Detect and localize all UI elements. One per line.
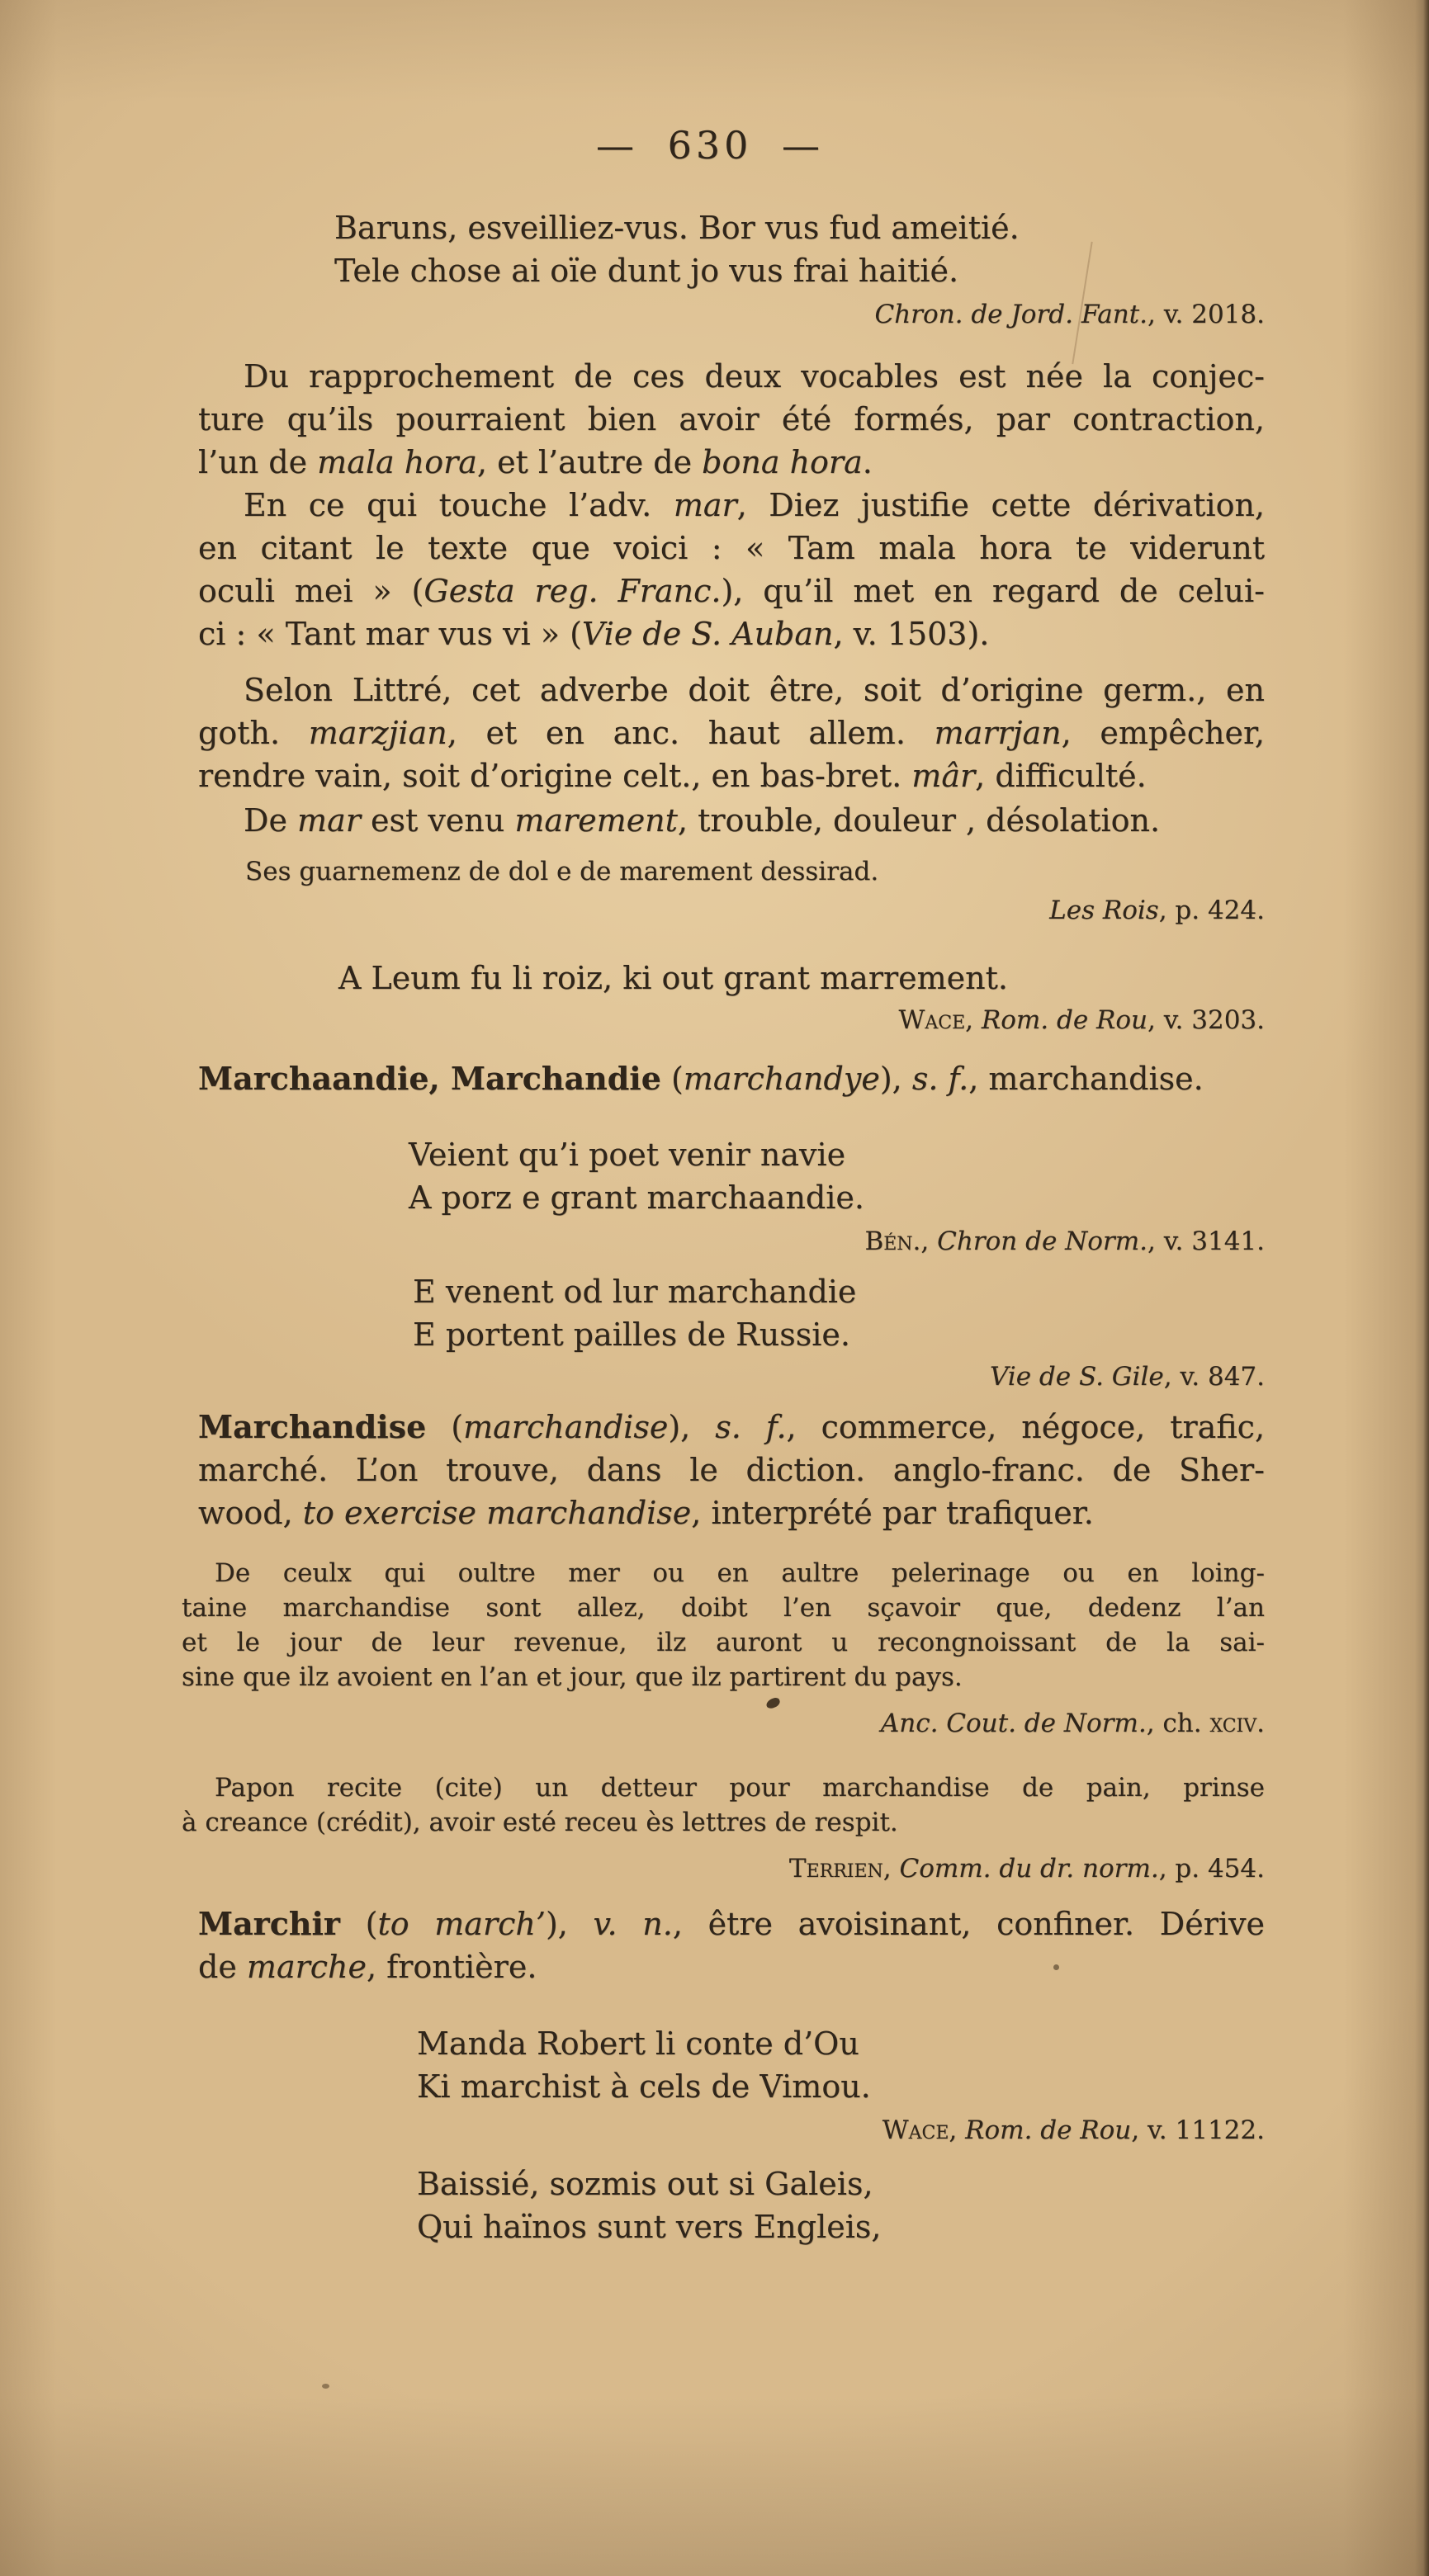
- verse-quote-venent: [413, 1270, 1265, 1356]
- verse-line: Baruns, esveilliez-vus. Bor vus fud ameitié.: [334, 210, 1020, 246]
- paragraph-line: De mar est venu marement, trouble, douleur , désolation.: [244, 802, 1161, 839]
- entry-line: de marche, frontière.: [198, 1949, 537, 1985]
- citation: Terrien, Comm. du dr. norm., p. 454.: [788, 1854, 1265, 1884]
- verse-quote-guarnemenz: [245, 854, 1265, 889]
- verse-line: E portent pailles de Russie.: [413, 1316, 850, 1353]
- verse-line: Qui haïnos sunt vers Engleis,: [417, 2209, 882, 2245]
- entry-line: marché. L’on trouve, dans le diction. anglo-franc. de Sher-: [198, 1452, 1265, 1488]
- paragraph-line: Papon recite (cite) un detteur pour marchandise de pain, prinse: [215, 1773, 1265, 1803]
- verse-line: Manda Robert li conte d’Ou: [417, 2025, 859, 2062]
- paragraph-line: Selon Littré, cet adverbe doit être, soit d’origine germ., en: [244, 672, 1265, 708]
- verse-line: Ses guarnemenz de dol e de marement dessirad.: [245, 857, 879, 886]
- paragraph-marement: [198, 799, 1265, 842]
- verse-line: A porz e grant marchaandie.: [409, 1179, 864, 1216]
- paragraph-line: goth. marzjian, et en anc. haut allem. marrjan, empêcher,: [198, 715, 1266, 751]
- citation: Chron. de Jord. Fant., v. 2018.: [874, 300, 1265, 329]
- entry-line: Marchir (to march’), v. n., être avoisinant, confiner. Dérive: [198, 1905, 1266, 1942]
- verse-quote-veient: [409, 1133, 1265, 1219]
- page-number: — 630 —: [595, 123, 825, 168]
- stray-dot: [1053, 1964, 1059, 1970]
- page-edge-shadow: [1423, 0, 1429, 2576]
- verse-quote-leum: [338, 957, 1265, 1000]
- citation: Les Rois, p. 424.: [1049, 896, 1265, 925]
- entry-marchir: [198, 1902, 1265, 1988]
- citation: Anc. Cout. de Norm., ch. xciv.: [880, 1709, 1265, 1738]
- small-paragraph-ceulx: [182, 1556, 1265, 1694]
- paragraph-line: rendre vain, soit d’origine celt., en bas-bret. mâr, difficulté.: [198, 758, 1147, 794]
- paragraph-line: ci : « Tant mar vus vi » (Vie de S. Auban, v. 1503).: [198, 616, 990, 652]
- paragraph-line: sine que ilz avoient en l’an et jour, que ilz partirent du pays.: [182, 1662, 963, 1692]
- entry-line: Marchaandie, Marchandie (marchandye), s. f., marchandise.: [198, 1060, 1204, 1097]
- paper-speck: [322, 2384, 329, 2389]
- text-column: [182, 0, 1266, 2248]
- verse-line: Tele chose ai oïe dunt jo vus frai haitié.: [334, 253, 959, 289]
- paragraph-diez: [198, 484, 1265, 655]
- verse-quote-baissie: [417, 2162, 1265, 2248]
- entry-line: Marchandise (marchandise), s. f., commerce, négoce, trafic,: [198, 1408, 1266, 1445]
- citation: Bén., Chron de Norm., v. 3141.: [864, 1227, 1265, 1256]
- paragraph-line: ture qu’ils pourraient bien avoir été formés, par contraction,: [198, 401, 1265, 437]
- citation: Wace, Rom. de Rou, v. 3203.: [898, 1005, 1265, 1035]
- paragraph-line: De ceulx qui oultre mer ou en aultre pelerinage ou en loing-: [215, 1558, 1265, 1588]
- verse-quote-manda: [417, 2022, 1265, 2108]
- entry-marchaandie: [198, 1057, 1265, 1100]
- small-paragraph-papon: [182, 1770, 1265, 1840]
- verse-line: Ki marchist à cels de Vimou.: [417, 2068, 871, 2105]
- paragraph-line: oculi mei » (Gesta reg. Franc.), qu’il met en regard de celui-: [198, 573, 1265, 609]
- verse-line: E venent od lur marchandie: [413, 1274, 857, 1310]
- entry-marchandise: [198, 1406, 1265, 1534]
- paragraph-line: et le jour de leur revenue, ilz auront u recongnoissant de la sai-: [182, 1628, 1265, 1657]
- paragraph-line: Du rapprochement de ces deux vocables est née la conjec-: [244, 358, 1265, 395]
- paragraph-line: l’un de mala hora, et l’autre de bona hora.: [198, 444, 873, 480]
- citation: Wace, Rom. de Rou, v. 11122.: [882, 2115, 1265, 2145]
- paragraph-line: taine marchandise sont allez, doibt l’en sçavoir que, dedenz l’an: [182, 1593, 1265, 1623]
- paragraph-rapprochement: [198, 355, 1265, 484]
- paragraph-line: à creance (crédit), avoir esté receu ès lettres de respit.: [182, 1808, 898, 1837]
- verse-line: Baissié, sozmis out si Galeis,: [417, 2166, 873, 2202]
- paragraph-line: en citant le texte que voici : « Tam mala hora te viderunt: [198, 530, 1265, 566]
- paragraph-littre: [198, 669, 1265, 797]
- entry-line: wood, to exercise marchandise, interprété par trafiquer.: [198, 1495, 1094, 1531]
- verse-quote-baruns: [334, 206, 1265, 292]
- citation: Vie de S. Gile, v. 847.: [989, 1362, 1265, 1392]
- paragraph-line: En ce qui touche l’adv. mar, Diez justifie cette dérivation,: [244, 487, 1266, 523]
- verse-line: A Leum fu li roiz, ki out grant marrement.: [338, 960, 1008, 996]
- verse-line: Veient qu’i poet venir navie: [409, 1137, 846, 1173]
